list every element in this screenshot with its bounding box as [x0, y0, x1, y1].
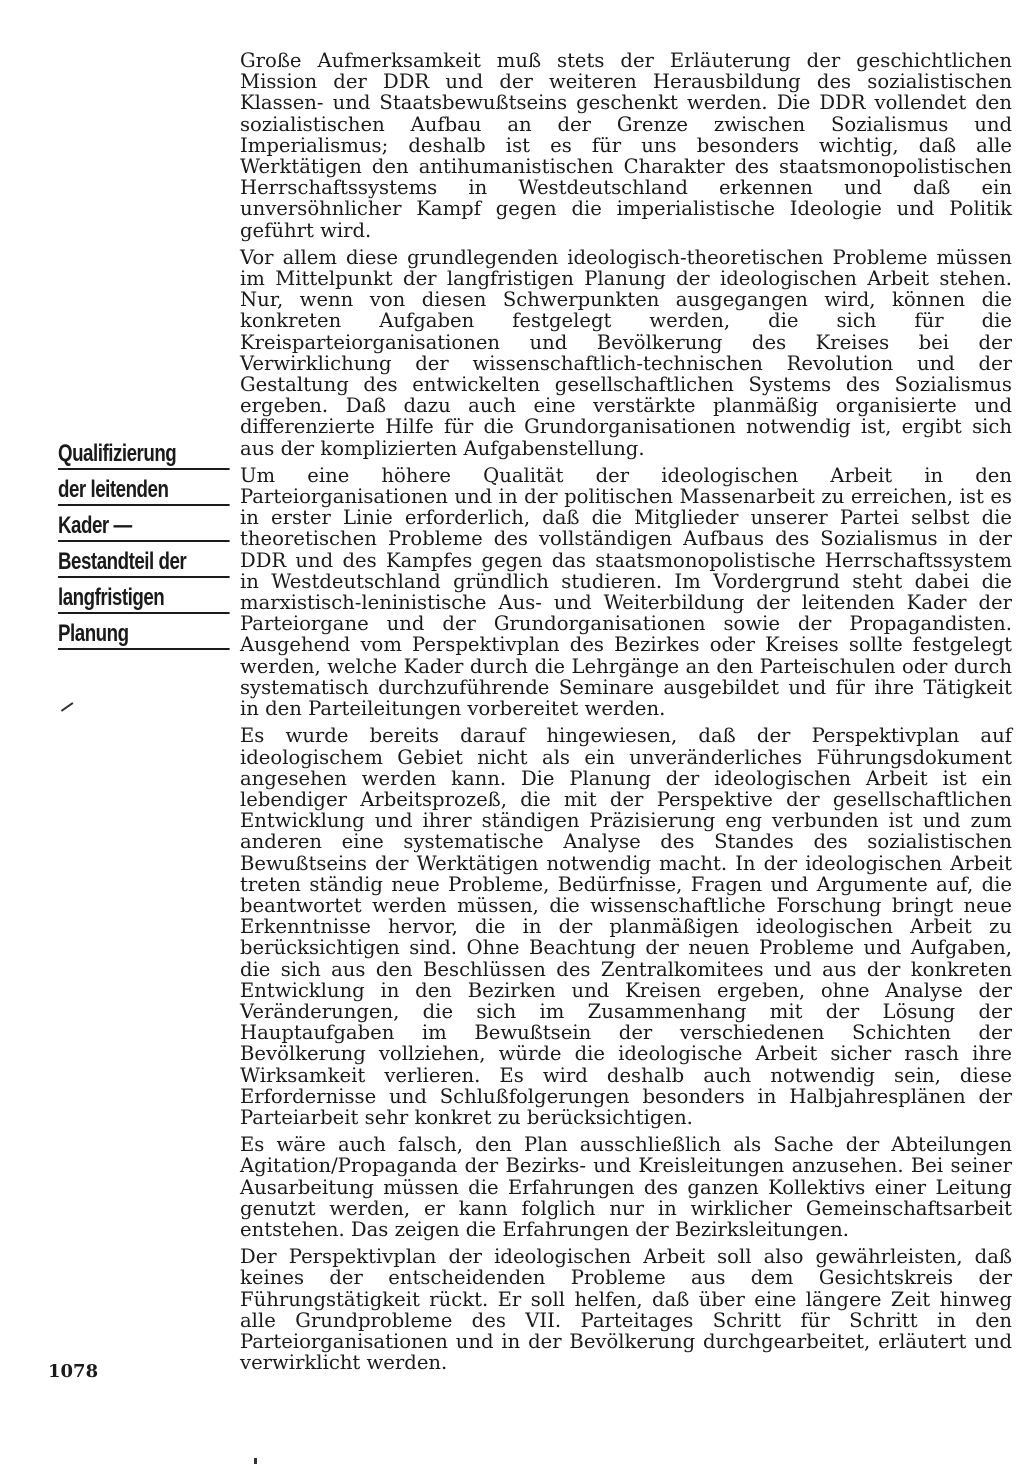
paragraph: Vor allem diese grundlegenden ideologisch-theoretischen Probleme müssen im Mittelpunkt der langfristigen Planung der ideologischen Arbeit stehen. Nur, wenn von diesen Schwerpunkten ausgegangen wird, können die konkreten Aufgaben festgelegt werden, die sich für die Kreisparteiorganisationen und Bevölkerung des Kreises bei der Verwirklichung der wissenschaftlich-technischen Revolution und der Gestaltung des entwickelten gesellschaftlichen Systems des Sozialismus ergeben. Daß dazu auch eine verstärkte planmäßig organisierte und differenzierte Hilfe für die Grundorganisationen notwendig ist, ergibt sich aus der komplizierten Aufgabenstellung. [240, 245, 1012, 460]
page-number: 1078 [48, 1361, 99, 1382]
paragraph: Es wurde bereits darauf hingewiesen, daß der Perspektivplan auf ideologischem Gebiet nicht als ein unveränderliches Führungsdokument angesehen werden kann. Die Planung der ideologischen Arbeit ist ein lebendiger Arbeitsprozeß, die mit der Perspektive der gesellschaftlichen Entwicklung und ihrer ständigen Präzisierung eng verbunden ist und zum anderen eine systematische Analyse des Standes des sozialistischen Bewußtseins der Werktätigen notwendig macht. In der ideologischen Arbeit treten ständig neue Probleme, Bedürfnisse, Fragen und Argumente auf, die beantwortet werden müssen, die wissenschaftliche Forschung bringt neue Erkenntnisse hervor, die in der planmäßigen ideologischen Arbeit zu berücksichtigen sind. Ohne Beachtung der neuen Probleme und Aufgaben, die sich aus den Beschlüssen des Zentralkomitees und aus der konkreten Entwicklung in den Bezirken und Kreisen ergeben, ohne Analyse der Veränderungen, die sich im Zusammenhang mit der Lösung der Hauptaufgaben im Bewußtsein der verschiedenen Schichten der Bevölkerung vollziehen, würde die ideologische Arbeit sicher rasch ihre Wirksamkeit verlieren. Es wird deshalb auch notwendig sein, diese Erfordernisse und Schlußfolgerungen besonders in Halbjahresplänen der Parteiarbeit sehr konkret zu berücksichtigen. [240, 724, 1012, 1129]
sidebar-heading-line: Bestandteil der [58, 548, 230, 578]
sidebar-heading-line: Planung [58, 620, 230, 650]
scan-speck [254, 1458, 257, 1464]
sidebar-heading-line: Kader — [58, 512, 230, 542]
paragraph: Der Perspektivplan der ideologischen Arbeit soll also gewährleisten, daß keines der entscheidenden Probleme aus dem Gesichtskreis der Führungstätigkeit rückt. Er soll helfen, daß über eine längere Zeit hinweg alle Grundprobleme des VII. Parteitages Schritt für Schritt in den Parteiorganisationen und in der Bevölkerung durchgearbeitet, erläutert und verwirklicht werden. [240, 1245, 1012, 1375]
body-text [240, 50, 1012, 1379]
paragraph: Große Aufmerksamkeit muß stets der Erläuterung der geschichtlichen Mission der DDR und der weiteren Herausbildung des sozialistischen Klassen- und Staatsbewußtseins geschenkt werden. Die DDR vollendet den sozialistischen Aufbau an der Grenze zwischen Sozialismus und Imperialismus; deshalb ist es für uns besonders wichtig, daß alle Werktätigen den antihumanistischen Charakter des staatsmonopolistischen Herrschaftssystems in Westdeutschland erkennen und daß ein unversöhnlicher Kampf gegen die imperialistische Ideologie und Politik geführt wird. [240, 49, 1012, 242]
sidebar-heading-line: langfristigen [58, 584, 230, 614]
paragraph: Um eine höhere Qualität der ideologischen Arbeit in den Parteiorganisationen und in der politischen Massenarbeit zu erreichen, ist es in erster Linie erforderlich, daß die Mitglieder unserer Partei selbst die theoretischen Probleme des vollständigen Aufbaus des Sozialismus in der DDR und des Kampfes gegen das staatsmonopolistische Herrschaftssystem in Westdeutschland gründlich studieren. Im Vordergrund steht dabei die marxistisch-leninistische Aus- und Weiterbildung der leitenden Kader der Parteiorgane und der Grundorganisationen sowie der Propagandisten. Ausgehend vom Perspektivplan des Bezirkes oder Kreises sollte festgelegt werden, welche Kader durch die Lehrgänge an den Parteischulen oder durch systematisch durchzuführende Seminare ausgebildet und für ihre Tätigkeit in den Parteileitungen vorbereitet werden. [240, 463, 1012, 721]
paragraph: Es wäre auch falsch, den Plan ausschließlich als Sache der Abteilungen Agitation/Propaganda der Bezirks- und Kreisleitungen anzusehen. Bei seiner Ausarbeitung müssen die Erfahrungen des ganzen Kollektivs einer Leitung genutzt werden, er kann folglich nur in wirklicher Gemeinschaftsarbeit entstehen. Das zeigen die Erfahrungen der Bezirksleitungen. [240, 1133, 1012, 1241]
pencil-mark [61, 702, 73, 711]
sidebar-heading-line: der leitenden [58, 476, 230, 506]
sidebar-heading [58, 440, 236, 656]
sidebar-heading-line: Qualifizierung [58, 440, 230, 470]
